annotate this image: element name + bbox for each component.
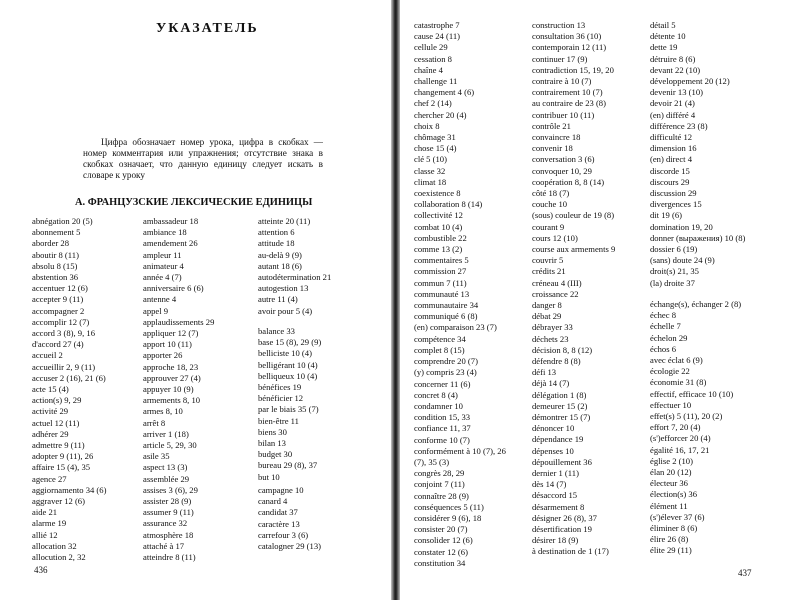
index-entry: condition 15, 33 [414, 412, 471, 423]
index-entry: couche 10 [532, 199, 568, 210]
index-entry: climat 18 [414, 176, 447, 187]
index-entry: base 15 (8), 29 (9) [258, 337, 322, 348]
index-entry: antenne 4 [143, 294, 177, 305]
index-entry: appliquer 12 (7) [143, 328, 199, 339]
index-entry: donner (выражения) 10 (8) [650, 232, 746, 243]
index-entry: devoir 21 (4) [650, 98, 695, 109]
index-entry: balance 33 [258, 326, 295, 336]
index-entry: adopter 9 (11), 26 [32, 451, 94, 462]
index-entry: courant 9 [532, 221, 565, 232]
index-entry: autre 11 (4) [258, 294, 298, 305]
index-entry: contrôle 21 [532, 120, 571, 131]
index-entry: adhérer 29 [32, 428, 69, 439]
index-entry: dépouillement 36 [532, 456, 592, 467]
index-entry: armements 8, 10 [143, 395, 201, 406]
index-entry: asile 35 [143, 451, 170, 462]
index-entry: chose 15 (4) [414, 143, 457, 154]
index-entry: action(s) 9, 29 [32, 395, 82, 406]
index-entry: développement 20 (12) [650, 76, 730, 87]
index-entry: aggraver 12 (6) [32, 496, 85, 507]
index-entry: électeur 36 [650, 478, 688, 489]
index-entry: année 4 (7) [143, 272, 182, 283]
index-entry: arriver 1 (18) [143, 428, 189, 439]
index-entry: catastrophe 7 [414, 20, 460, 30]
index-entry: autant 18 (6) [258, 260, 302, 271]
index-entry: bien-être 11 [258, 415, 299, 426]
index-entry: droit(s) 21, 35 [650, 266, 699, 277]
index-entry: constitution 34 [414, 557, 466, 568]
index-entry: élément 11 [650, 500, 688, 511]
index-entry: absolu 8 (15) [32, 260, 78, 271]
index-entry: dernier 1 (11) [532, 468, 579, 479]
index-entry: échange(s), échanger 2 (8) [650, 299, 742, 309]
index-entry: d'accord 27 (4) [32, 339, 84, 350]
index-entry: assurance 32 [143, 518, 188, 529]
index-entry: connaître 28 (9) [414, 490, 469, 501]
index-column [258, 326, 321, 483]
index-entry: appel 9 [143, 305, 169, 316]
index-entry: applaudissements 29 [143, 316, 215, 327]
index-entry: compétence 34 [414, 333, 466, 344]
index-entry: convoquer 10, 29 [532, 165, 592, 176]
index-entry: cessation 8 [414, 53, 452, 64]
index-entry: au contraire de 23 (8) [532, 98, 606, 109]
index-entry: démontrer 15 (7) [532, 412, 591, 423]
index-entry: commentaires 5 [414, 255, 469, 266]
index-entry: construction 13 [532, 20, 586, 30]
index-entry: désirer 18 (9) [532, 535, 579, 546]
index-entry: avoir pour 5 (4) [258, 305, 313, 316]
index-entry: accepter 9 (11) [32, 294, 84, 305]
index-entry: divergences 15 [650, 199, 702, 210]
index-entry: église 2 (10) [650, 455, 693, 466]
index-entry: comme 13 (2) [414, 244, 463, 255]
index-entry: bénéficier 12 [258, 393, 304, 404]
index-entry: convenir 18 [532, 143, 573, 154]
index-entry: chômage 31 [414, 132, 456, 143]
index-entry: abstention 36 [32, 272, 79, 283]
index-entry: amendement 26 [143, 238, 198, 249]
index-entry: contradiction 15, 19, 20 [532, 64, 614, 75]
index-entry: (s')élever 37 (6) [650, 511, 705, 522]
index-entry: commun 7 (11) [414, 277, 467, 288]
index-entry: biens 30 [258, 426, 287, 437]
index-entry: conversation 3 (6) [532, 154, 595, 165]
index-entry: abonnement 5 [32, 227, 81, 238]
index-entry: devenir 13 (10) [650, 87, 703, 98]
index-entry: cause 24 (11) [414, 31, 460, 42]
index-entry: contrairement 10 (7) [532, 87, 603, 98]
index-entry: complet 8 (15) [414, 344, 465, 355]
index-entry: discours 29 [650, 176, 690, 187]
index-entry: comprendre 20 (7) [414, 356, 478, 367]
index-entry: aide 21 [32, 507, 58, 518]
index-entry: autogestion 13 [258, 283, 309, 294]
index-entry: accuser 2 (16), 21 (6) [32, 372, 106, 383]
index-entry: attitude 18 [258, 238, 295, 249]
index-entry: économie 31 (8) [650, 377, 707, 388]
index-column [32, 216, 106, 563]
index-entry: désaccord 15 [532, 490, 578, 501]
index-column [532, 300, 609, 558]
index-entry: canard 4 [258, 496, 288, 507]
index-entry: affaire 15 (4), 35 [32, 462, 91, 473]
index-entry: communiqué 6 (8) [414, 311, 478, 322]
index-entry: échelle 7 [650, 321, 681, 332]
index-entry: côté 18 (7) [532, 188, 570, 199]
index-entry: admettre 9 (11) [32, 440, 85, 451]
index-entry: contribuer 10 (11) [532, 109, 595, 120]
index-entry: concerner 11 (6) [414, 378, 471, 389]
index-entry: bénéfices 19 [258, 382, 302, 393]
index-entry: détruire 8 (6) [650, 53, 696, 64]
index-entry: collectivité 12 [414, 210, 463, 221]
index-entry: belliqueux 10 (4) [258, 370, 318, 381]
index-entry: cours 12 (10) [532, 232, 578, 243]
index-entry: échos 6 [650, 343, 677, 354]
index-entry: conformément à 10 (7), 26 [414, 445, 506, 456]
index-entry: chaîne 4 [414, 64, 443, 75]
index-entry: apporter 26 [143, 350, 183, 361]
index-entry: (sans) doute 24 (9) [650, 255, 715, 266]
index-entry: difficulté 12 [650, 132, 693, 143]
index-entry: bureau 29 (8), 37 [258, 460, 318, 471]
index-entry: accompagner 2 [32, 305, 85, 316]
index-entry: abnégation 20 (5) [32, 216, 93, 226]
index-entry: chef 2 (14) [414, 98, 452, 109]
index-entry: carrefour 3 (6) [258, 529, 309, 540]
index-entry: candidat 37 [258, 507, 298, 518]
index-entry: dimension 16 [650, 143, 697, 154]
index-entry: demeurer 15 (2) [532, 400, 588, 411]
index-entry: atteindre 8 (11) [143, 552, 196, 563]
index-entry: accord 3 (8), 9, 16 [32, 328, 95, 339]
index-entry: budget 30 [258, 449, 293, 460]
index-entry: par le biais 35 (7) [258, 404, 319, 415]
index-entry: concret 8 (4) [414, 389, 458, 400]
index-entry: convaincre 18 [532, 132, 581, 143]
index-entry: assemblée 29 [143, 473, 190, 484]
index-entry: course aux armements 9 [532, 244, 616, 255]
index-entry: communautaire 34 [414, 300, 479, 311]
index-entry: détail 5 [650, 20, 676, 30]
index-entry: campagne 10 [258, 485, 304, 495]
index-entry: combustible 22 [414, 232, 467, 243]
index-entry: défi 13 [532, 367, 557, 378]
index-entry: communauté 13 [414, 288, 470, 299]
index-entry: armes 8, 10 [143, 406, 183, 417]
index-entry: assises 3 (6), 29 [143, 484, 198, 495]
index-entry: couvrir 5 [532, 255, 564, 266]
index-entry: consolider 12 (6) [414, 535, 473, 546]
index-entry: ambassadeur 18 [143, 216, 199, 226]
index-entry: déjà 14 (7) [532, 378, 570, 389]
index-entry: dépenses 10 [532, 445, 574, 456]
index-entry: challenge 11 [414, 76, 458, 87]
index-column [650, 299, 741, 557]
index-entry: dit 19 (6) [650, 210, 682, 221]
index-entry: apport 10 (11) [143, 339, 192, 350]
index-entry: continuer 17 (9) [532, 53, 588, 64]
index-entry: déchets 23 [532, 333, 569, 344]
index-entry: catalogner 29 (13) [258, 541, 321, 552]
index-entry: anniversaire 6 (6) [143, 283, 204, 294]
index-entry: discussion 29 [650, 188, 697, 199]
index-entry: ampleur 11 [143, 249, 182, 260]
index-entry: désigner 26 (8), 37 [532, 512, 597, 523]
index-entry: accueil 2 [32, 350, 63, 361]
index-entry: aggiornamento 34 (6) [32, 484, 107, 495]
index-entry: accentuer 12 (6) [32, 283, 88, 294]
section-heading: А. ФРАНЦУЗСКИЕ ЛЕКСИЧЕСКИЕ ЕДИНИЦЫ [75, 197, 313, 208]
index-entry: congrès 28, 29 [414, 468, 465, 479]
index-entry: élite 29 (11) [650, 545, 692, 556]
index-entry: dénoncer 10 [532, 423, 575, 434]
index-entry: animateur 4 [143, 260, 184, 271]
index-entry: (sous) couleur de 19 (8) [532, 210, 615, 221]
index-column [143, 216, 214, 563]
index-entry: (7), 35 (3) [414, 456, 450, 467]
index-entry: écologie 22 [650, 366, 690, 377]
index-entry: coexistence 8 [414, 188, 461, 199]
index-entry: cellule 29 [414, 42, 448, 53]
index-entry: dès 14 (7) [532, 479, 567, 490]
index-column [258, 485, 321, 552]
index-entry: atteinte 20 (11) [258, 216, 311, 226]
index-entry: clé 5 (10) [414, 154, 447, 165]
index-entry: débrayer 33 [532, 322, 573, 333]
index-entry: élection(s) 36 [650, 489, 698, 500]
index-entry: (en) différé 4 [650, 109, 696, 120]
page-title: УКАЗАТЕЛЬ [156, 21, 259, 36]
index-entry: élan 20 (12) [650, 467, 692, 478]
index-entry: contraire à 10 (7) [532, 76, 592, 87]
index-entry: détente 10 [650, 31, 686, 42]
index-entry: différence 23 (8) [650, 120, 708, 131]
index-entry: caractère 13 [258, 518, 300, 529]
index-entry: échelon 29 [650, 332, 688, 343]
index-entry: atmosphère 18 [143, 529, 194, 540]
index-entry: but 10 [258, 471, 280, 482]
index-entry: confiance 11, 37 [414, 423, 471, 434]
index-entry: consister 20 (7) [414, 524, 468, 535]
index-entry: défendre 8 (8) [532, 356, 581, 367]
index-entry: conséquences 5 (11) [414, 501, 484, 512]
index-entry: assister 28 (9) [143, 496, 192, 507]
index-entry: autodétermination 21 [258, 272, 332, 283]
index-entry: allié 12 [32, 529, 58, 540]
index-column [258, 216, 331, 317]
index-entry: élire 26 (8) [650, 534, 689, 545]
index-entry: accomplir 12 (7) [32, 316, 90, 327]
index-entry: approche 18, 23 [143, 361, 199, 372]
index-column [414, 20, 506, 569]
index-entry: ambiance 18 [143, 227, 187, 238]
index-entry: chercher 20 (4) [414, 109, 467, 120]
index-entry: domination 19, 20 [650, 221, 713, 232]
index-entry: croissance 22 [532, 288, 579, 299]
index-entry: aboutir 8 (11) [32, 249, 79, 260]
index-entry: (s')efforcer 20 (4) [650, 433, 711, 444]
index-entry: effectuer 10 [650, 399, 692, 410]
index-entry: (y) compris 23 (4) [414, 367, 477, 378]
index-entry: commission 27 [414, 266, 467, 277]
index-entry: alarme 19 [32, 518, 67, 529]
page-number: 436 [34, 565, 48, 575]
index-entry: décision 8, 8 (12) [532, 344, 593, 355]
index-entry: devant 22 (10) [650, 64, 701, 75]
index-entry: contemporain 12 (11) [532, 42, 607, 53]
index-entry: éliminer 8 (6) [650, 523, 698, 534]
index-entry: conforme 10 (7) [414, 434, 470, 445]
index-note: Цифра обозначает номер урока, цифра в скобках — номер комментария или упражнения; отсутствие знака в скобках означает, что данную единицу следует искать в словаре к уроку [83, 137, 323, 180]
index-entry: échec 8 [650, 310, 676, 321]
index-entry: collaboration 8 (14) [414, 199, 483, 210]
index-entry: attention 6 [258, 227, 295, 238]
index-entry: (en) comparaison 23 (7) [414, 322, 497, 333]
index-entry: aborder 28 [32, 238, 69, 249]
index-entry: classe 32 [414, 165, 446, 176]
index-entry: (en) direct 4 [650, 154, 692, 165]
index-entry: danger 8 [532, 300, 562, 310]
index-column [650, 20, 745, 289]
index-entry: allocution 2, 32 [32, 552, 86, 563]
index-entry: arrêt 8 [143, 417, 166, 428]
index-entry: coopération 8, 8 (14) [532, 176, 605, 187]
index-entry: dossier 6 (19) [650, 244, 698, 255]
index-entry: assumer 9 (11) [143, 507, 194, 518]
index-entry: belliciste 10 (4) [258, 348, 312, 359]
index-entry: dette 19 [650, 42, 678, 53]
index-entry: activité 29 [32, 406, 69, 417]
index-entry: condamner 10 [414, 400, 463, 411]
index-entry: belligérant 10 (4) [258, 359, 318, 370]
index-entry: approuver 27 (4) [143, 372, 201, 383]
index-entry: désarmement 8 [532, 501, 585, 512]
index-entry: délégation 1 (8) [532, 389, 587, 400]
index-entry: à destination de 1 (17) [532, 546, 609, 557]
index-entry: débat 29 [532, 311, 562, 322]
index-entry: accueillir 2, 9 (11) [32, 361, 96, 372]
index-entry: combat 10 (4) [414, 221, 463, 232]
index-entry: créneau 4 (III) [532, 277, 582, 288]
index-entry: effectif, efficace 10 (10) [650, 388, 734, 399]
index-entry: avec éclat 6 (9) [650, 355, 703, 366]
index-entry: effort 7, 20 (4) [650, 422, 701, 433]
index-entry: considérer 9 (6), 18 [414, 512, 482, 523]
index-entry: agence 27 [32, 473, 67, 484]
index-entry: au-delà 9 (9) [258, 249, 302, 260]
page-number: 437 [738, 568, 752, 578]
index-entry: crédits 21 [532, 266, 566, 277]
index-entry: appuyer 10 (9) [143, 384, 194, 395]
index-entry: (la) droite 37 [650, 277, 695, 288]
index-entry: actuel 12 (11) [32, 417, 80, 428]
index-entry: aspect 13 (3) [143, 462, 188, 473]
index-entry: acte 15 (4) [32, 384, 69, 395]
index-entry: désertification 19 [532, 524, 592, 535]
index-entry: discorde 15 [650, 165, 690, 176]
index-entry: consultation 36 (10) [532, 31, 602, 42]
index-entry: article 5, 29, 30 [143, 440, 197, 451]
index-entry: dépendance 19 [532, 434, 584, 445]
index-entry: choix 8 [414, 120, 440, 131]
index-entry: effet(s) 5 (11), 20 (2) [650, 411, 723, 422]
index-entry: égalité 16, 17, 21 [650, 444, 710, 455]
index-entry: changement 4 (6) [414, 87, 475, 98]
index-entry: constater 12 (6) [414, 546, 468, 557]
index-entry: allocation 32 [32, 540, 77, 551]
index-entry: attaché à 17 [143, 540, 185, 551]
index-column [532, 20, 615, 300]
index-entry: conjoint 7 (11) [414, 479, 465, 490]
index-entry: bilan 13 [258, 438, 286, 449]
book-gutter [391, 0, 400, 600]
